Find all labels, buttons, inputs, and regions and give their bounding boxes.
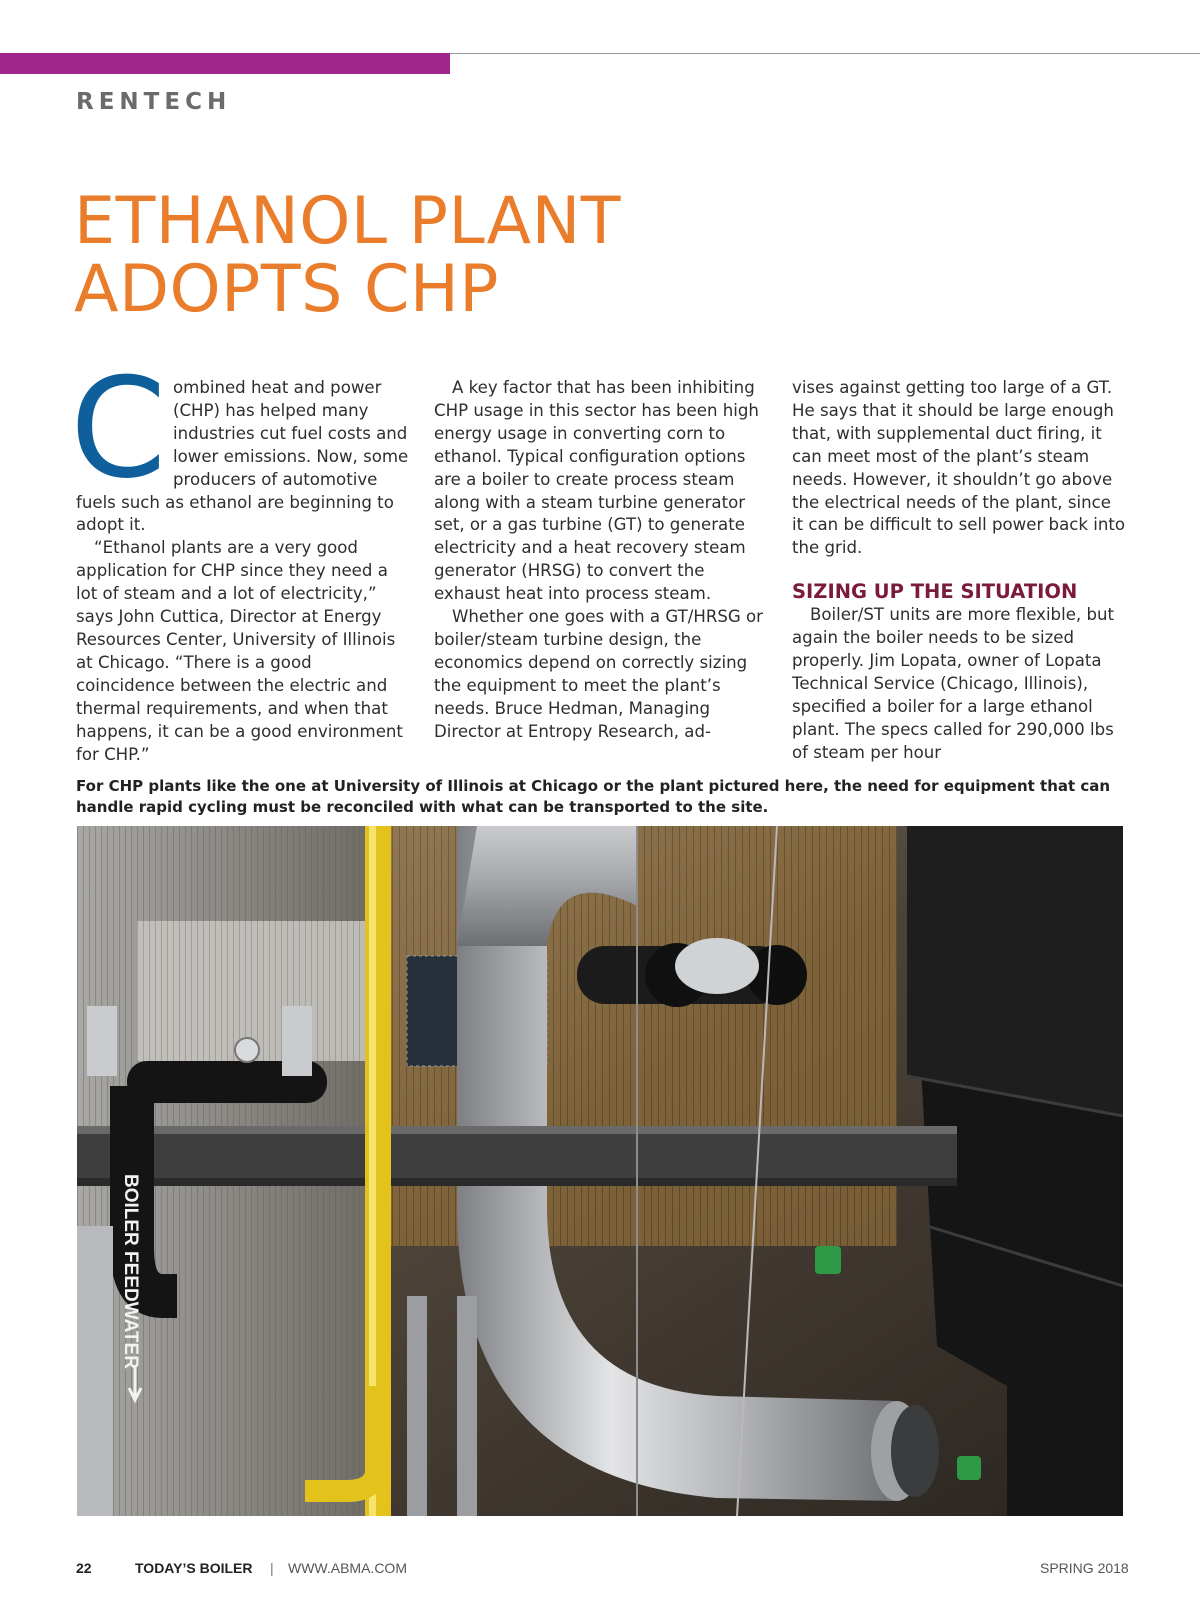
plant-photo	[77, 826, 1123, 1516]
title-line-1: ETHANOL PLANT	[74, 184, 621, 259]
paragraph: ombined heat and power (CHP) has helped many industries cut fuel costs and lower emissions. Now, some producers of automotive fuels such as ethanol are beginning to adopt it.	[76, 378, 409, 535]
page-number: 22	[76, 1560, 92, 1576]
paragraph: Whether one goes with a GT/HRSG or boiler/steam turbine design, the economics depend on correctly sizing the equipment to meet the plant’s needs. Bruce Hedman, Managing Director at Entropy Research, ad-	[434, 607, 763, 741]
magazine-name: TODAY’S BOILER	[135, 1560, 253, 1576]
section-label: RENTECH	[76, 89, 232, 115]
paragraph: “Ethanol plants are a very good application for CHP since they need a lot of steam and a lot of electricity,” says John Cuttica, Director at Energy Resources Center, University of Illinois at Chicago. “There is a good coincidence between the electric and thermal requirements, and when that happens, it can be a good environment for CHP.”	[76, 538, 403, 764]
title-line-2: ADOPTS CHP	[74, 252, 499, 327]
subhead: SIZING UP THE SITUATION	[792, 580, 1078, 604]
footer-separator: |	[270, 1560, 274, 1576]
column-1	[70, 348, 411, 766]
accent-bar	[0, 53, 450, 74]
column-2	[434, 377, 769, 744]
column-3	[792, 377, 1127, 765]
photo-caption: For CHP plants like the one at University of Illinois at Chicago or the plant pictured here, the need for equipment that can handle rapid cycling must be reconciled with what can be transported to the site.	[76, 777, 1111, 816]
pipe-label: BOILER FEEDWATER	[120, 1174, 141, 1369]
paragraph: A key factor that has been inhibiting CHP usage in this sector has been high energy usage in converting corn to ethanol. Typical configuration options are a boiler to create process steam along with a steam turbine generator set, or a gas turbine (GT) to generate electricity and a heat recovery steam generator (HRSG) to convert the exhaust heat into process steam.	[434, 378, 759, 604]
paragraph: Boiler/ST units are more flexible, but again the boiler needs to be sized properly. Jim Lopata, owner of Lopata Technical Service (Chicago, Illinois), specified a boiler for a large ethanol plant. The specs called for 290,000 lbs of steam per hour	[792, 605, 1115, 762]
article-title	[74, 184, 621, 327]
paragraph: vises against getting too large of a GT. He says that it should be large enough that, with supplemental duct firing, it can meet most of the plant’s steam needs. However, it shouldn’t go above the electrical needs of the plant, since it can be difficult to sell power back into the grid.	[792, 378, 1126, 558]
issue-date: SPRING 2018	[1040, 1560, 1129, 1576]
drop-cap: C	[70, 348, 167, 509]
website-link[interactable]: WWW.ABMA.COM	[288, 1560, 407, 1576]
